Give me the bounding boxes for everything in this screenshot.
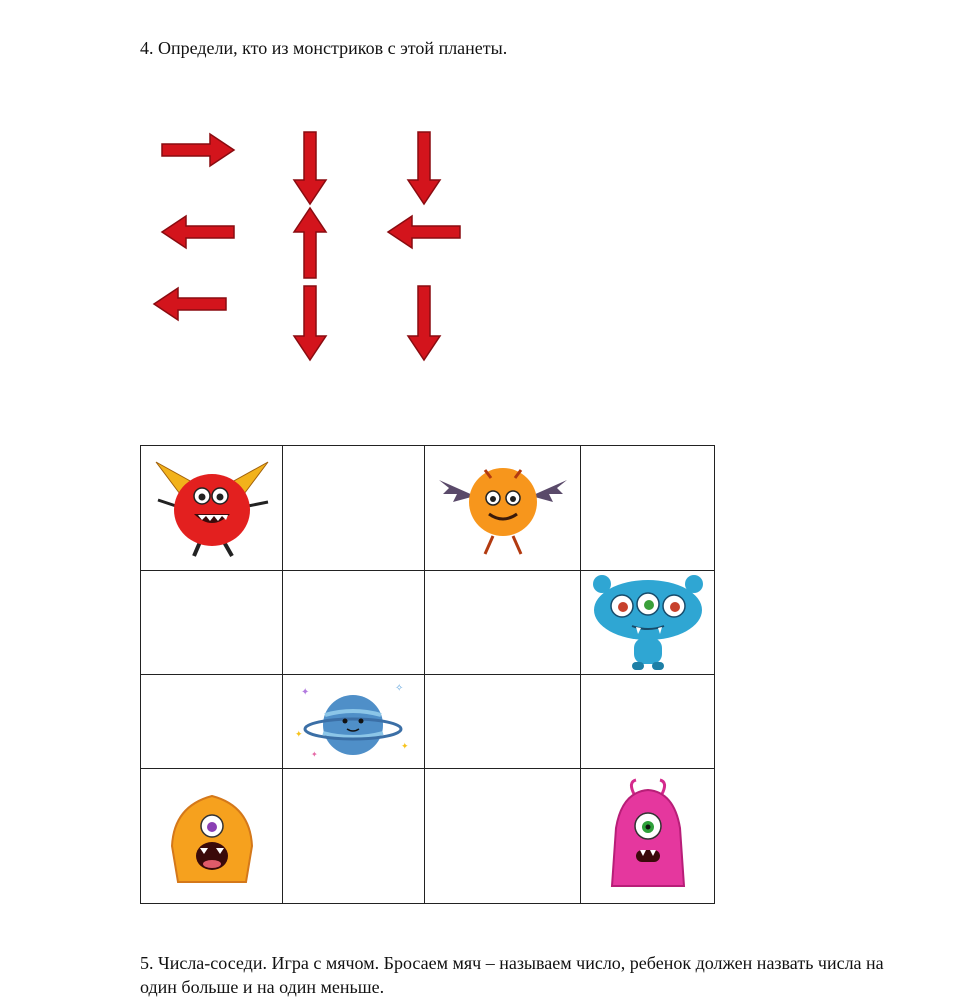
grid-cell <box>425 675 581 769</box>
arrow-down-icon <box>290 130 330 208</box>
grid-row <box>141 675 715 769</box>
arrow-right-icon <box>158 130 238 170</box>
svg-text:✦: ✦ <box>310 749 318 759</box>
question-4-text: 4. Определи, кто из монстриков с этой планеты. <box>140 38 508 58</box>
arrow-left-icon <box>158 212 238 252</box>
grid-cell <box>283 769 425 904</box>
arrow-down-icon <box>290 284 330 364</box>
grid-cell <box>141 675 283 769</box>
arrow-left-icon <box>150 284 230 324</box>
arrow-down-icon <box>404 284 444 364</box>
grid-row <box>141 769 715 904</box>
arrow-left-icon <box>384 212 464 252</box>
orange-furry-cyclops-icon <box>164 786 260 886</box>
grid-cell <box>283 675 425 769</box>
question-5-text: 5. Числа-соседи. Игра с мячом. Бросаем мяч – называем число, ребенок должен назвать числа на один больше и на один меньше. <box>140 953 884 997</box>
grid-cell <box>283 446 425 571</box>
grid-cell <box>425 571 581 675</box>
grid-cell <box>141 769 283 904</box>
red-horned-monster-icon <box>150 456 274 560</box>
blue-three-eyed-monster-icon <box>588 572 708 674</box>
arrow-code-sequence <box>140 120 480 370</box>
pink-furry-cyclops-icon <box>598 778 698 894</box>
grid-cell <box>141 571 283 675</box>
grid-cell <box>581 446 715 571</box>
grid-cell <box>425 769 581 904</box>
arrow-down-icon <box>404 130 444 208</box>
svg-text:✦: ✦ <box>294 729 303 740</box>
grid-cell <box>581 769 715 904</box>
orange-winged-monster-icon <box>435 456 571 560</box>
grid-row <box>141 446 715 571</box>
grid-cell <box>283 571 425 675</box>
planet-with-face-icon <box>289 677 419 767</box>
grid-row <box>141 571 715 675</box>
svg-text:✦: ✦ <box>400 741 409 752</box>
grid-cell <box>141 446 283 571</box>
grid-cell <box>581 571 715 675</box>
svg-text:✦: ✦ <box>300 686 309 698</box>
grid-cell <box>581 675 715 769</box>
monster-grid <box>140 445 715 904</box>
svg-text:✧: ✧ <box>394 682 403 694</box>
arrow-up-icon <box>290 206 330 280</box>
grid-cell <box>425 446 581 571</box>
